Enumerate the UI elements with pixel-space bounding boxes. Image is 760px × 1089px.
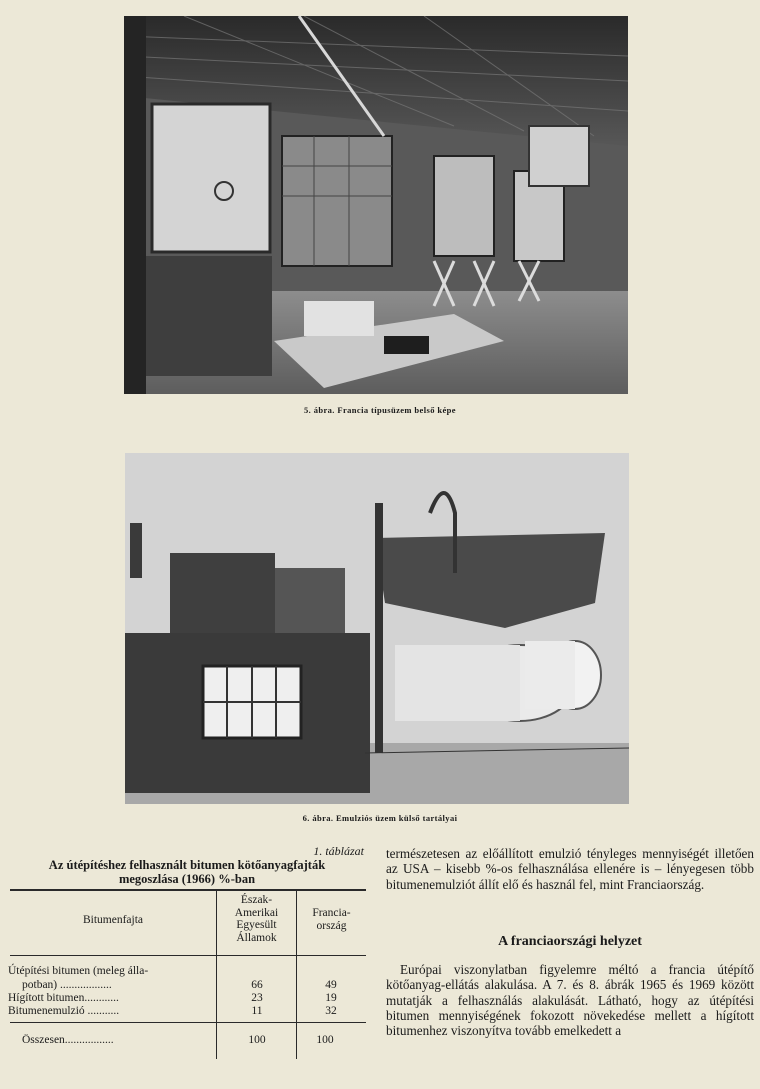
total-france: 100 bbox=[316, 1034, 334, 1046]
row-3-usa: 11 bbox=[251, 1005, 263, 1017]
header-usa-line-4: Államok bbox=[236, 931, 277, 944]
row-3-label: Bitumenemulzió ........... bbox=[8, 1005, 120, 1017]
row-1-france: 49 bbox=[325, 979, 337, 991]
table-total-rule bbox=[10, 1022, 366, 1023]
figure-5-photo bbox=[124, 16, 628, 394]
row-3-france: 32 bbox=[325, 1005, 337, 1017]
right-paragraph-2: Európai viszonylatban figyelemre méltó a francia útépítő kötőanyag-ellátás alakulása. A 7. és 8. ábrák 1965 és 1969 között mutatják a felhasználás alakulását. Látható, hogy az útépítési bitumen mennyiségének fokozott növekedése mellett a hígított bitumenhez viszonyítva tovább emelkedett a bbox=[386, 962, 754, 1039]
row-1-usa: 66 bbox=[251, 979, 263, 991]
row-1-label-line-1: Útépítési bitumen (meleg álla- bbox=[8, 965, 149, 977]
table-row-label bbox=[8, 965, 213, 992]
header-usa-line-1: Észak- bbox=[240, 894, 273, 906]
figure-6-caption: 6. ábra. Emulziós üzem külső tartályai bbox=[302, 813, 458, 823]
figure-5-caption: 5. ábra. Francia típusüzem belső képe bbox=[304, 405, 456, 415]
table-label: 1. táblázat bbox=[313, 844, 364, 858]
row-1-label-line-2: potban) .................. bbox=[22, 978, 112, 991]
table-header-rule bbox=[10, 955, 366, 956]
total-label: Összesen................. bbox=[22, 1034, 114, 1046]
header-france bbox=[297, 907, 366, 932]
row-2-label: Hígított bitumen............ bbox=[8, 992, 119, 1004]
table-top-rule bbox=[10, 889, 366, 891]
header-usa-line-2: Amerikai bbox=[234, 906, 279, 919]
row-2-france: 19 bbox=[325, 992, 337, 1004]
table-title-line-1: Az útépítéshez felhasznált bitumen kötőanyagfajták bbox=[48, 858, 326, 872]
table-title-line-2: megoszlása (1966) %-ban bbox=[118, 872, 256, 886]
header-usa-line-3: Egyesült bbox=[236, 919, 277, 931]
row-2-usa: 23 bbox=[251, 992, 263, 1004]
header-usa bbox=[217, 894, 296, 944]
figure-6-photo bbox=[125, 453, 629, 804]
header-france-line-1: Francia- bbox=[312, 907, 351, 919]
table-title bbox=[10, 858, 364, 886]
header-bitumenfajta: Bitumenfajta bbox=[82, 914, 144, 926]
section-heading: A franciaországi helyzet bbox=[498, 934, 642, 949]
header-france-line-2: ország bbox=[316, 919, 347, 932]
total-usa: 100 bbox=[248, 1034, 266, 1046]
right-paragraph-1: természetesen az előállított emulzió tényleges mennyiségét illetően az USA – kisebb %-os felhasználása ellenére is – lényegesen több bitumenemulziót állít elő és használ fel, mint Franciaország. bbox=[386, 846, 754, 892]
